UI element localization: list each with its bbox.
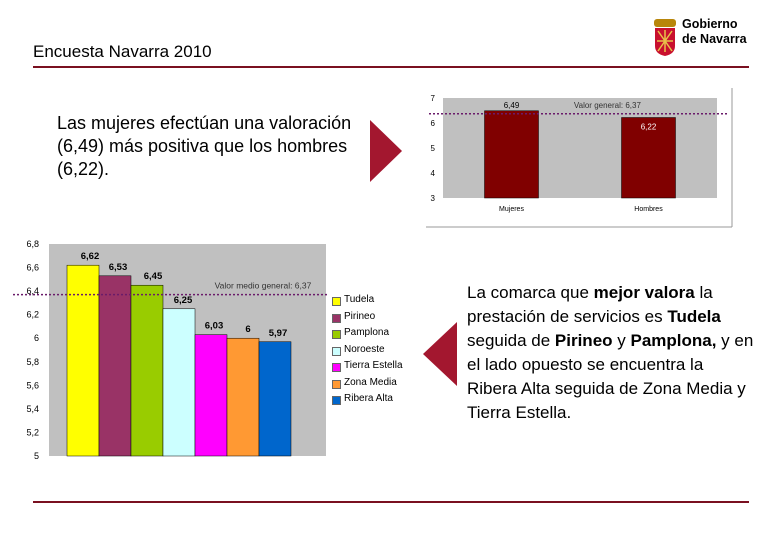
y-tick-label: 4 bbox=[430, 169, 435, 178]
bar bbox=[67, 265, 99, 456]
comarca-legend bbox=[324, 289, 408, 409]
logo-line-2: de Navarra bbox=[682, 32, 747, 46]
coat-of-arms-icon bbox=[654, 19, 676, 56]
y-tick-label: 6 bbox=[430, 119, 435, 128]
y-tick-label: 5,2 bbox=[26, 427, 39, 438]
legend-label: Pirineo bbox=[344, 310, 376, 322]
legend-swatch bbox=[332, 314, 341, 323]
reference-line-label: Valor general: 6,37 bbox=[573, 101, 641, 110]
bar-value-label: 6,49 bbox=[503, 100, 520, 110]
gender-summary-text: Las mujeres efectúan una valoración (6,49) más positiva que los hombres (6,22). bbox=[57, 113, 352, 179]
text-part: y bbox=[612, 331, 631, 350]
x-tick-label: Mujeres bbox=[499, 206, 524, 213]
text-bold: Pirineo bbox=[554, 331, 613, 350]
bar bbox=[195, 335, 227, 456]
y-tick-label: 7 bbox=[430, 94, 435, 103]
bar bbox=[163, 309, 195, 456]
text-part: La comarca que bbox=[467, 283, 594, 302]
y-tick-label: 6 bbox=[33, 333, 39, 344]
bar-value-label: 6 bbox=[245, 324, 251, 336]
legend-swatch bbox=[332, 396, 341, 405]
y-tick-label: 5 bbox=[430, 144, 435, 153]
y-tick-label: 6,6 bbox=[26, 262, 39, 273]
text-bold: mejor valora bbox=[593, 283, 695, 302]
bar-value-label: 6,25 bbox=[173, 294, 193, 306]
legend-label: Ribera Alta bbox=[344, 393, 393, 404]
legend-label: Pamplona bbox=[344, 327, 390, 338]
y-tick-label: 5,4 bbox=[26, 403, 39, 414]
bar-value-label: 5,97 bbox=[268, 327, 288, 339]
legend-label: Noroeste bbox=[344, 343, 385, 355]
bar bbox=[99, 276, 131, 456]
legend-label: Tierra Estella bbox=[344, 360, 403, 371]
comarca-chart bbox=[8, 236, 328, 464]
y-tick-label: 5 bbox=[33, 451, 39, 461]
y-tick-label: 6,2 bbox=[26, 309, 39, 320]
legend-swatch bbox=[332, 363, 341, 372]
arrow-right-icon bbox=[370, 120, 402, 182]
text-part: y en el lado opuesto se encuentra la Ribera Alta seguida de Zona Media y Tierra Estella. bbox=[467, 331, 754, 422]
reference-line-label: Valor medio general: 6,37 bbox=[214, 280, 312, 291]
header-divider bbox=[33, 66, 749, 68]
x-tick-label: Hombres bbox=[634, 206, 663, 213]
text-part: la prestación de servicios es bbox=[467, 283, 713, 326]
legend-swatch bbox=[332, 347, 341, 356]
bar bbox=[485, 111, 539, 198]
bar bbox=[227, 338, 259, 456]
y-tick-label: 5,8 bbox=[26, 356, 39, 367]
y-tick-label: 3 bbox=[430, 194, 435, 203]
legend-swatch bbox=[332, 297, 341, 306]
legend-swatch bbox=[332, 330, 341, 339]
bar bbox=[131, 285, 163, 456]
page-title: Encuesta Navarra 2010 bbox=[33, 42, 212, 61]
y-tick-label: 6,4 bbox=[26, 286, 39, 297]
bar-value-label: 6,62 bbox=[80, 251, 100, 263]
text-bold: Pamplona, bbox=[630, 331, 717, 350]
comarca-summary-text bbox=[467, 281, 757, 425]
legend-label: Zona Media bbox=[344, 376, 397, 388]
bar-value-label: 6,53 bbox=[108, 261, 128, 273]
legend-swatch bbox=[332, 380, 341, 389]
logo-line-1: Gobierno bbox=[682, 17, 738, 31]
text-bold: Tudela bbox=[667, 307, 721, 326]
y-tick-label: 6,8 bbox=[26, 239, 39, 249]
y-tick-label: 5,6 bbox=[26, 380, 39, 391]
plot-area bbox=[443, 98, 717, 198]
bar-value-label: 6,45 bbox=[143, 271, 163, 283]
bar-value-label: 6,03 bbox=[204, 320, 224, 332]
bar bbox=[259, 342, 291, 456]
bar-value-label: 6,22 bbox=[640, 122, 657, 132]
gender-chart bbox=[413, 88, 733, 228]
logo-text bbox=[682, 17, 747, 47]
text-part: seguida de bbox=[467, 331, 555, 350]
legend-label: Tudela bbox=[344, 294, 375, 305]
footer-divider bbox=[33, 501, 749, 503]
arrow-left-icon bbox=[423, 322, 457, 386]
